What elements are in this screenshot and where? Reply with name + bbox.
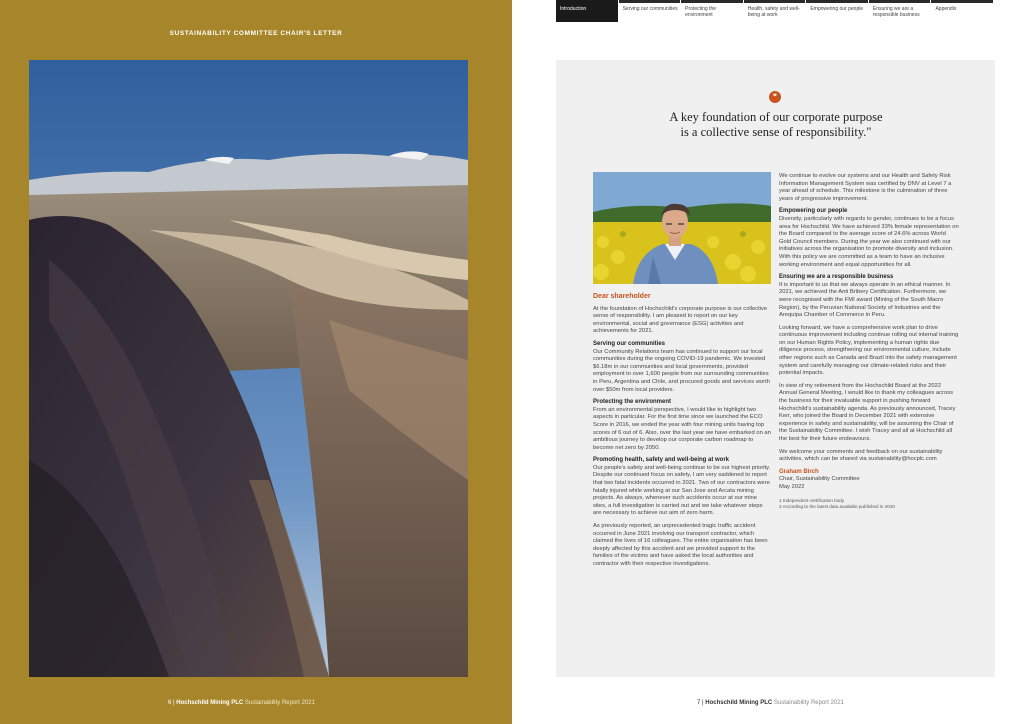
environment-paragraph: From an environmental perspective, I would like to highlight two aspects in particular. For the first time since we launched the ECO Score in 2016, we ended the year with four mining units having top scores of 6 out of 6. Also, over the last year we have embarked on an ambitious journey to develop our corporate carbon roadmap to become net zero by 2050. xyxy=(593,406,771,451)
quote-icon: ❞ xyxy=(769,91,781,103)
section-header: SUSTAINABILITY COMMITTEE CHAIR'S LETTER xyxy=(169,30,343,37)
tab-introduction[interactable]: Introduction xyxy=(556,0,618,22)
letter-column-right xyxy=(779,173,959,510)
retirement-paragraph: In view of my retirement from the Hochschild Board at the 2022 Annual General Meeting, I would like to thank my colleagues across the business for their invaluable support in pushing forward Hochschild's sustainability agenda. As previously announced, Tracey Kerr, who joined the Board in December 2021 with extensive experience in safety and sustainability, will be assuming the Chair of the Sustainability Committee. I wish Tracey and all at Hochschild all the best for their future endeavours. xyxy=(779,382,956,442)
footnotes xyxy=(779,498,959,510)
tab-protecting-environment[interactable]: Protecting the environment xyxy=(681,0,743,22)
signatory-title: Chair, Sustainability Committee xyxy=(779,476,860,483)
accident-paragraph: As previously reported, an unprecedented tragic traffic accident occurred in June 2021 involving our transport contractor, which claimed the lives of 16 colleagues. The entire organisation has been deeply affected by this accident and we provided support to the families of the victims and have asked the local authorities and contractor with their respective investigations. xyxy=(593,523,768,567)
health-continued-paragraph: We continue to evolve our systems and our Health and Safety Risk Information Management System was certified by DNV at Level 7 a year ahead of schedule. This milestone is the culmination of three years of progressive improvement. xyxy=(779,173,952,202)
section-nav xyxy=(556,0,994,22)
signatory-name: Graham Birch xyxy=(779,468,819,475)
right-page xyxy=(512,0,1024,724)
heading-communities: Serving our communities xyxy=(593,340,666,347)
people-paragraph: Diversity, particularly with regards to gender, continues to be a focus area for Hochschild. We have achieved 33% female representation on the Board compared to the average score of 24.6% across World Gold Council members. During the year we also continued with our initiatives across the organisation to promote diversity and inclusion. With this policy we are committed as a team to have an inclusive working environment and equal opportunities for all. xyxy=(779,215,959,268)
welcome-paragraph: We welcome your comments and feedback on our sustainability activities, which can be shared via sustainability@hocplc.com xyxy=(779,448,943,463)
responsible-paragraph: It is important to us that we always operate in an ethical manner. In 2021, we achieved the Anti Bribery Certification. Furthermore, we were recognised with the FMI award (Mining of the South Macro Region), by the Peruvian National Society of Industries and the Arequipa Chamber of Commerce in Peru. xyxy=(779,281,951,319)
footer-company: Hochschild Mining PLC xyxy=(705,700,773,706)
heading-responsible: Ensuring we are a responsible business xyxy=(779,274,894,281)
page-footer: 7 | Hochschild Mining PLC Sustainability Report 2021 xyxy=(697,700,844,706)
footer-company: Hochschild Mining PLC xyxy=(176,700,244,706)
page-number: 7 xyxy=(697,700,701,706)
tab-serving-communities[interactable]: Serving our communities xyxy=(619,0,681,22)
quote-line-1: A key foundation of our corporate purpose xyxy=(669,110,883,124)
heading-environment: Protecting the environment xyxy=(593,399,672,406)
page-number: 6 xyxy=(168,700,172,706)
signature-date: May 2022 xyxy=(779,483,805,490)
intro-paragraph: At the foundation of Hochschild's corporate purpose is our collective sense of responsibility. I am pleased to report on our key environmental, social and governance (ESG) activities and achievements for 2021. xyxy=(593,305,768,335)
heading-people: Empowering our people xyxy=(779,208,848,215)
footnote-2: 2 According to the latest data available published in 2020 xyxy=(779,503,895,509)
footer-report: Sustainability Report 2021 xyxy=(244,700,315,706)
tab-empowering-people[interactable]: Empowering our people xyxy=(806,0,868,22)
tab-health-safety[interactable]: Health, safety and well-being at work xyxy=(744,0,806,22)
footnote-1: 1 Independent certification body xyxy=(779,497,845,503)
footer-report: Sustainability Report 2021 xyxy=(773,700,844,706)
communities-paragraph: Our Community Relations team has continued to support our local communities during the ongoing COVID-19 pandemic. We invested $6.18m in our communities and local governments, provided employment to over 1,600 people from our surrounding communities in Peru, Argentina and Chile, and procured goods and services worth over $50m from local providers. xyxy=(593,348,770,393)
letter-panel xyxy=(556,60,995,677)
health-paragraph: Our people's safety and well-being continue to be our highest priority. Despite our continued focus on safety, I am very saddened to report that two fatal incidents occurred in 2021. Two of our contractors were fatally injured while working at our San Jose and Arcata mining projects. As always, whenever such accidents occur at our mine sites, a full investigation is carried out and we take whatever steps are necessary to achieve our aim of zero harm. xyxy=(593,464,771,517)
tab-responsible-business[interactable]: Ensuring we are a responsible business xyxy=(869,0,931,22)
tab-appendix[interactable]: Appendix xyxy=(931,0,993,22)
page-footer: 6 | Hochschild Mining PLC Sustainability Report 2021 xyxy=(168,700,315,706)
chair-portrait-photo xyxy=(593,172,771,284)
salutation: Dear shareholder xyxy=(593,293,651,300)
pull-quote xyxy=(596,110,956,140)
landscape-photo xyxy=(29,60,468,677)
quote-line-2: is a collective sense of responsibility." xyxy=(680,125,872,139)
forward-paragraph: Looking forward, we have a comprehensive work plan to drive continuous improvement including continue rolling out internal training on our Human Rights Policy, implementing a human rights due diligence process, strengthening our environmental culture, include other regions such as Canada and Brazil into the safety management system and carefully managing our climate-related risks and their potential impacts. xyxy=(779,324,959,377)
letter-column-left xyxy=(593,293,771,574)
heading-health-safety: Promoting health, safety and well-being at work xyxy=(593,457,730,464)
